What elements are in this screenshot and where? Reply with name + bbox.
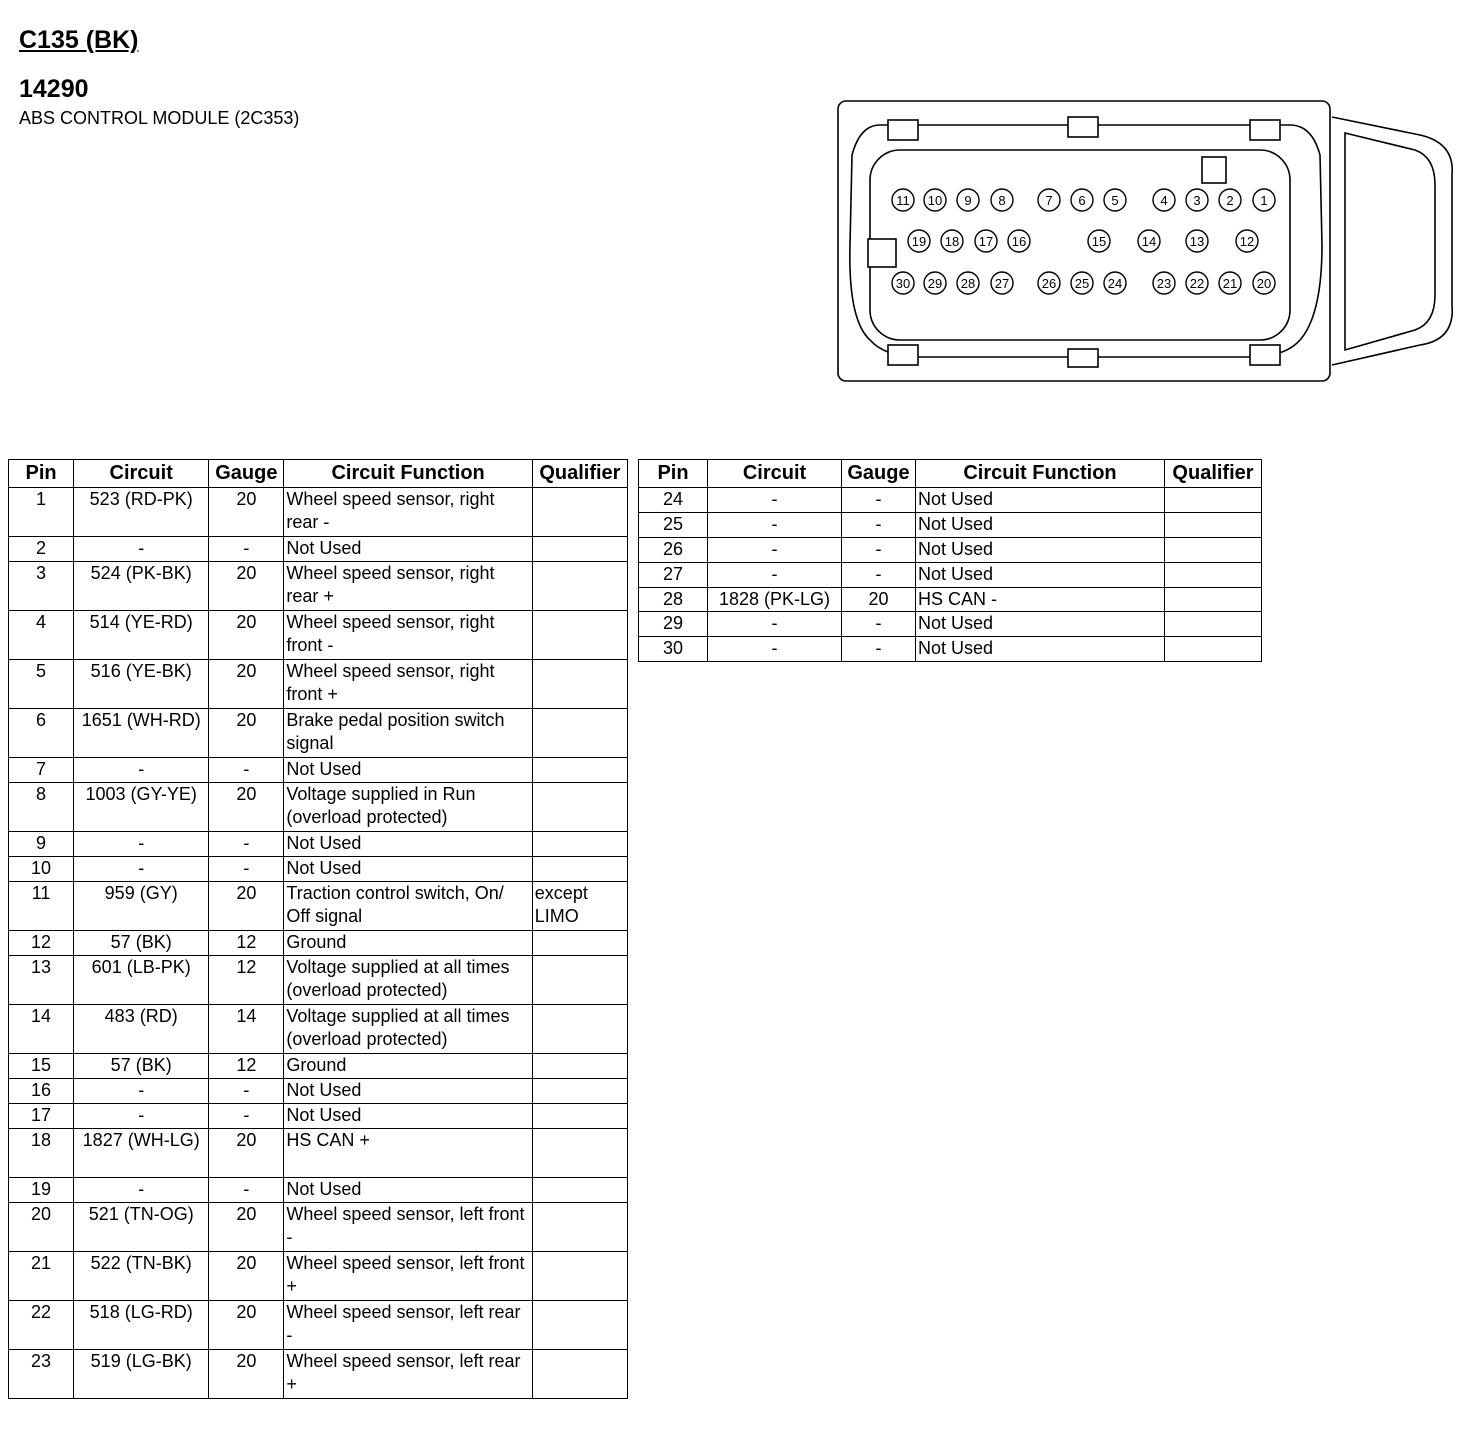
table-row [9,1079,628,1104]
function-cell: Wheel speed sensor, left rear - [284,1301,532,1350]
pin-cell: 18 [9,1129,74,1178]
function-cell: Not Used [916,612,1165,637]
qualifier-cell [532,562,627,611]
gauge-cell: 20 [842,588,916,612]
qualifier-cell [532,758,627,783]
table-row [9,832,628,857]
pin-label: 26 [1041,276,1057,291]
pin-label: 16 [1011,234,1027,249]
gauge-cell: 20 [209,660,284,709]
gauge-cell: - [209,1079,284,1104]
function-cell: Wheel speed sensor, right front - [284,611,532,660]
pin-cell: 20 [9,1203,74,1252]
gauge-cell: 20 [209,1203,284,1252]
pin-cell: 8 [9,783,74,832]
gauge-cell: 12 [209,931,284,956]
key-tab-top-center [1068,117,1098,137]
key-tab-top-right [1250,120,1280,140]
gauge-cell: - [209,1104,284,1129]
pin-label: 8 [998,193,1006,208]
gauge-cell: 20 [209,488,284,537]
qualifier-cell [1165,563,1262,588]
table-row [9,1129,628,1178]
function-cell: Ground [284,1054,532,1079]
function-header: Circuit Function [916,460,1165,488]
pin-cell: 24 [639,488,708,513]
qualifier-cell [532,1079,627,1104]
table-row [9,611,628,660]
pin-cell: 28 [639,588,708,612]
table-row [9,1252,628,1301]
pin-label: 5 [1111,193,1119,208]
function-cell: Not Used [916,637,1165,662]
pin-cell: 10 [9,857,74,882]
function-cell: Not Used [284,1079,532,1104]
table-row [9,956,628,1005]
qualifier-cell [532,1350,627,1399]
table-row [639,612,1262,637]
pin-cell: 25 [639,513,708,538]
polarization-key-top [1202,157,1226,183]
pin-cell: 6 [9,709,74,758]
table-row [9,562,628,611]
function-cell: Wheel speed sensor, left rear + [284,1350,532,1399]
circuit-cell: - [708,488,842,513]
function-cell: Wheel speed sensor, left front + [284,1252,532,1301]
qualifier-cell [532,857,627,882]
circuit-cell: - [708,538,842,563]
circuit-cell: 524 (PK-BK) [74,562,209,611]
pinout-table-left [8,459,628,1399]
qualifier-cell [1165,612,1262,637]
gauge-cell: - [209,537,284,562]
table-header-row [9,460,628,488]
function-cell: Wheel speed sensor, right front + [284,660,532,709]
gauge-cell: - [842,612,916,637]
function-cell: Not Used [916,513,1165,538]
circuit-cell: 519 (LG-BK) [74,1350,209,1399]
pin-label: 24 [1107,276,1123,291]
circuit-cell: - [708,563,842,588]
gauge-cell: - [209,758,284,783]
circuit-cell: 514 (YE-RD) [74,611,209,660]
function-cell: Not Used [284,857,532,882]
pin-cavities [892,189,1275,294]
table-row [9,488,628,537]
key-tab-bottom-right [1250,345,1280,365]
circuit-cell: - [74,1178,209,1203]
function-cell: Ground [284,931,532,956]
circuit-cell: - [74,857,209,882]
pin-label: 20 [1256,276,1272,291]
pin-cell: 12 [9,931,74,956]
circuit-cell: 521 (TN-OG) [74,1203,209,1252]
pin-label: 11 [896,193,910,208]
circuit-header: Circuit [708,460,842,488]
circuit-cell: - [708,612,842,637]
gauge-cell: - [209,857,284,882]
gauge-cell: - [842,563,916,588]
pin-cell: 21 [9,1252,74,1301]
circuit-cell: - [708,513,842,538]
pin-label: 23 [1156,276,1172,291]
qualifier-cell [532,1054,627,1079]
function-cell: Voltage supplied at all times (overload protected) [284,1005,532,1054]
key-tab-bottom-center [1068,349,1098,367]
table-row [639,538,1262,563]
qualifier-cell [532,1104,627,1129]
pin-cell: 22 [9,1301,74,1350]
circuit-cell: 483 (RD) [74,1005,209,1054]
pin-cell: 30 [639,637,708,662]
pin-cell: 13 [9,956,74,1005]
gauge-cell: 20 [209,1252,284,1301]
pin-label: 17 [978,234,994,249]
function-cell: Not Used [284,537,532,562]
table-row [9,882,628,931]
gauge-cell: 14 [209,1005,284,1054]
polarization-key-left [868,239,896,267]
table-row [9,758,628,783]
function-cell: Traction control switch, On/ Off signal [284,882,532,931]
qualifier-cell [532,488,627,537]
table-row [639,488,1262,513]
circuit-cell: 518 (LG-RD) [74,1301,209,1350]
qualifier-cell [532,832,627,857]
gauge-cell: - [842,538,916,563]
pin-cell: 1 [9,488,74,537]
qualifier-cell [532,931,627,956]
pin-label: 13 [1189,234,1205,249]
function-cell: Wheel speed sensor, right rear + [284,562,532,611]
table-row [9,857,628,882]
table-row [639,588,1262,612]
qualifier-cell [1165,588,1262,612]
pin-cell: 27 [639,563,708,588]
qualifier-cell [1165,488,1262,513]
qualifier-cell [532,660,627,709]
table-row [639,563,1262,588]
gauge-cell: 20 [209,562,284,611]
pin-label: 1 [1260,193,1268,208]
pin-cell: 11 [9,882,74,931]
pin-label: 25 [1074,276,1090,291]
circuit-cell: 1827 (WH-LG) [74,1129,209,1178]
gauge-cell: 20 [209,1129,284,1178]
gauge-cell: - [209,832,284,857]
qualifier-cell [532,956,627,1005]
gauge-cell: - [842,513,916,538]
gauge-cell: 20 [209,1301,284,1350]
pin-cell: 29 [639,612,708,637]
function-cell: Not Used [916,488,1165,513]
pin-label: 22 [1189,276,1205,291]
circuit-cell: - [74,758,209,783]
qualifier-cell: except LIMO [532,882,627,931]
circuit-cell: 57 (BK) [74,1054,209,1079]
function-cell: Not Used [284,1178,532,1203]
circuit-cell: - [74,537,209,562]
key-tab-bottom-left [888,345,918,365]
pin-label: 7 [1045,193,1053,208]
gauge-cell: 12 [209,1054,284,1079]
function-cell: Not Used [284,758,532,783]
qualifier-cell [1165,513,1262,538]
table-row [9,537,628,562]
gauge-cell: 20 [209,882,284,931]
function-cell: Voltage supplied in Run (overload protected) [284,783,532,832]
pin-label: 27 [994,276,1010,291]
pin-cell: 14 [9,1005,74,1054]
circuit-cell: 959 (GY) [74,882,209,931]
pin-header: Pin [9,460,74,488]
gauge-header: Gauge [209,460,284,488]
table-row [9,1301,628,1350]
qualifier-cell [532,1178,627,1203]
pin-label: 6 [1078,193,1086,208]
pin-cell: 3 [9,562,74,611]
pin-cell: 4 [9,611,74,660]
table-row [639,513,1262,538]
table-row [9,660,628,709]
qualifier-cell [1165,538,1262,563]
circuit-cell: 523 (RD-PK) [74,488,209,537]
pin-label: 30 [895,276,911,291]
pin-cell: 5 [9,660,74,709]
circuit-cell: 1003 (GY-YE) [74,783,209,832]
pin-label: 15 [1091,234,1107,249]
qualifier-cell [1165,637,1262,662]
qualifier-header: Qualifier [1165,460,1262,488]
pin-label: 10 [927,193,943,208]
table-row [9,1178,628,1203]
pin-cell: 26 [639,538,708,563]
table-row [9,1350,628,1399]
pin-label: 3 [1193,193,1201,208]
qualifier-cell [532,1005,627,1054]
gauge-cell: - [842,637,916,662]
gauge-cell: 20 [209,611,284,660]
qualifier-cell [532,611,627,660]
qualifier-header: Qualifier [532,460,627,488]
pin-label: 4 [1160,193,1168,208]
qualifier-cell [532,1252,627,1301]
function-cell: Brake pedal position switch signal [284,709,532,758]
table-row [9,1054,628,1079]
qualifier-cell [532,1129,627,1178]
function-cell: Not Used [916,538,1165,563]
table-row [9,931,628,956]
table-header-row [639,460,1262,488]
circuit-cell: 57 (BK) [74,931,209,956]
gauge-cell: 20 [209,783,284,832]
pin-cell: 17 [9,1104,74,1129]
function-cell: Voltage supplied at all times (overload protected) [284,956,532,1005]
pin-cell: 16 [9,1079,74,1104]
part-number: 14290 [19,75,89,103]
function-cell: Not Used [916,563,1165,588]
pin-label: 18 [944,234,960,249]
pin-header: Pin [639,460,708,488]
circuit-header: Circuit [74,460,209,488]
table-row [9,783,628,832]
function-cell: Wheel speed sensor, left front - [284,1203,532,1252]
gauge-cell: - [209,1178,284,1203]
circuit-cell: 1828 (PK-LG) [708,588,842,612]
table-row [9,1104,628,1129]
pin-label: 12 [1239,234,1255,249]
pin-cell: 2 [9,537,74,562]
pin-label: 9 [964,193,972,208]
pin-cell: 7 [9,758,74,783]
function-cell: Not Used [284,1104,532,1129]
pin-cell: 9 [9,832,74,857]
module-name: ABS CONTROL MODULE (2C353) [19,108,300,128]
table-row [9,1005,628,1054]
gauge-cell: 12 [209,956,284,1005]
circuit-cell: - [74,832,209,857]
table-row [9,1203,628,1252]
function-header: Circuit Function [284,460,532,488]
pin-label: 2 [1226,193,1234,208]
qualifier-cell [532,1203,627,1252]
pin-label: 29 [927,276,943,291]
qualifier-cell [532,709,627,758]
circuit-cell: 516 (YE-BK) [74,660,209,709]
pinout-table-right [638,459,1262,662]
circuit-cell: 522 (TN-BK) [74,1252,209,1301]
connector-title: C135 (BK) [19,26,139,54]
function-cell: HS CAN - [916,588,1165,612]
circuit-cell: - [74,1079,209,1104]
pin-cell: 23 [9,1350,74,1399]
gauge-cell: - [842,488,916,513]
table-row [639,637,1262,662]
qualifier-cell [532,1301,627,1350]
function-cell: Not Used [284,832,532,857]
pin-cell: 15 [9,1054,74,1079]
gauge-cell: 20 [209,1350,284,1399]
pin-label: 21 [1222,276,1238,291]
qualifier-cell [532,537,627,562]
key-tab-top-left [888,120,918,140]
connector-face-diagram [830,95,1466,390]
circuit-cell: - [708,637,842,662]
function-cell: HS CAN + [284,1129,532,1178]
qualifier-cell [532,783,627,832]
circuit-cell: 601 (LB-PK) [74,956,209,1005]
gauge-header: Gauge [842,460,916,488]
pin-cell: 19 [9,1178,74,1203]
pin-label: 14 [1141,234,1157,249]
gauge-cell: 20 [209,709,284,758]
pin-label: 19 [911,234,927,249]
circuit-cell: 1651 (WH-RD) [74,709,209,758]
circuit-cell: - [74,1104,209,1129]
table-row [9,709,628,758]
pin-label: 28 [960,276,976,291]
function-cell: Wheel speed sensor, right rear - [284,488,532,537]
